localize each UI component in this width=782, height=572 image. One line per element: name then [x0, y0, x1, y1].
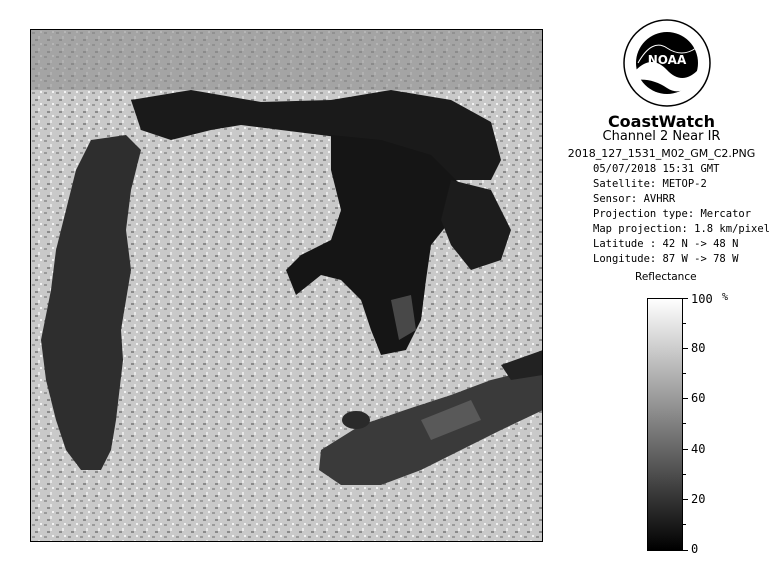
map-projection-label: Map projection: 1.8 km/pixel [593, 223, 771, 235]
legend-title: Reflectance [635, 271, 697, 283]
app-title: CoastWatch [607, 112, 716, 131]
tick-mark [683, 298, 688, 299]
color-bar [647, 298, 683, 551]
filename-label: 2018_127_1531_M02_GM_C2.PNG [567, 147, 756, 160]
satellite-label: Satellite: METOP-2 [593, 178, 707, 190]
tick-mark [683, 449, 688, 450]
noaa-logo-text: NOAA [647, 53, 687, 67]
legend-unit: % [722, 292, 729, 303]
tick-label: 0 [691, 542, 699, 556]
tick-mark [683, 499, 688, 500]
longitude-label: Longitude: 87 W -> 78 W [593, 253, 739, 265]
tick-mark [683, 348, 688, 349]
tick-mark [683, 398, 688, 399]
tick-label: 40 [691, 442, 706, 456]
latitude-label: Latitude : 42 N -> 48 N [593, 238, 739, 250]
tick-label: 20 [691, 492, 706, 506]
projection-type-label: Projection type: Mercator [593, 208, 752, 220]
tick-label: 60 [691, 391, 706, 405]
channel-label: Channel 2 Near IR [602, 129, 721, 144]
sensor-label: Sensor: AVHRR [593, 193, 676, 205]
tick-label: 80 [691, 341, 706, 355]
tick-mark [683, 550, 688, 551]
satellite-image [30, 29, 543, 542]
noaa-logo [622, 18, 712, 108]
datetime-label: 05/07/2018 15:31 GMT [593, 163, 720, 175]
tick-label: 100 [691, 292, 713, 306]
